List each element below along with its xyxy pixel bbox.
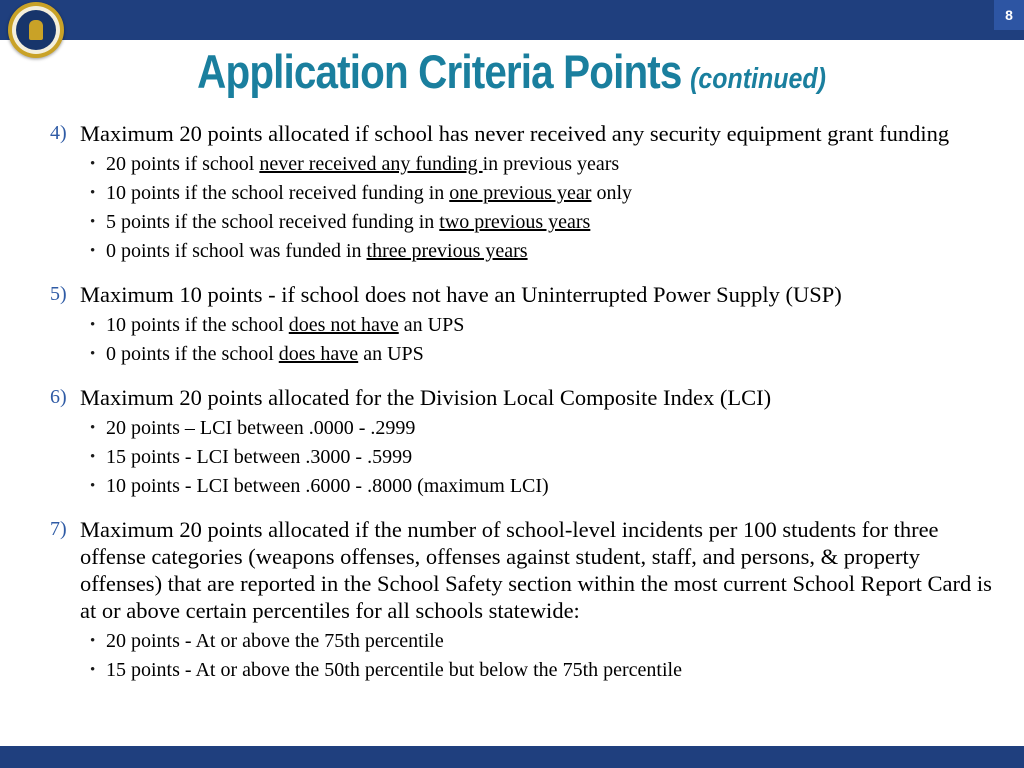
top-bar bbox=[0, 0, 1024, 40]
bullet-icon: • bbox=[90, 185, 96, 201]
bullet-text-underlined: three previous years bbox=[366, 240, 528, 262]
bullet-text bbox=[106, 340, 992, 369]
bullet-icon: • bbox=[90, 156, 96, 172]
item-heading: Maximum 10 points - if school does not have an Uninterrupted Power Supply (USP) bbox=[80, 282, 842, 307]
bullet-text-underlined: one previous year bbox=[449, 182, 592, 204]
seal-logo-ring bbox=[12, 6, 60, 54]
bullet-icon: • bbox=[90, 317, 96, 333]
bullet-text bbox=[106, 208, 992, 237]
item-heading: Maximum 20 points allocated for the Division Local Composite Index (LCI) bbox=[80, 385, 772, 410]
bullet-icon: • bbox=[90, 346, 96, 362]
bullet-item bbox=[80, 627, 992, 656]
seal-logo-field bbox=[16, 10, 56, 50]
bullet-text bbox=[106, 472, 992, 501]
slide-title-row bbox=[198, 44, 827, 99]
bullet-text-segment: in previous years bbox=[482, 153, 620, 175]
bullet-text-underlined: does have bbox=[278, 343, 359, 365]
bullet-item bbox=[80, 414, 992, 443]
bullet-text bbox=[106, 150, 992, 179]
slide-number: 8 bbox=[994, 0, 1024, 30]
bullet-icon: • bbox=[90, 478, 96, 494]
bullet-text-segment: 20 points – LCI between .0000 - .2999 bbox=[106, 417, 416, 439]
bullet-text-segment: 10 points if the school bbox=[106, 314, 289, 336]
item-number: 7) bbox=[50, 518, 67, 540]
bullet-item bbox=[80, 443, 992, 472]
bullet-item bbox=[80, 656, 992, 685]
bullet-text-segment: an UPS bbox=[358, 343, 424, 365]
bullet-text-segment: 5 points if the school received funding in bbox=[106, 211, 440, 233]
criteria-item bbox=[50, 516, 992, 685]
bullet-text-segment: 15 points - LCI between .3000 - .5999 bbox=[106, 446, 413, 468]
title-area bbox=[0, 44, 1024, 99]
slide-title: Application Criteria Points bbox=[197, 45, 682, 98]
seal-logo-crest bbox=[29, 20, 43, 40]
bullet-text-underlined: two previous years bbox=[439, 211, 591, 233]
bullet-icon: • bbox=[90, 214, 96, 230]
bullet-icon: • bbox=[90, 662, 96, 678]
bullet-text-segment: 15 points - At or above the 50th percentile but below the 75th percentile bbox=[106, 659, 682, 681]
bullet-text bbox=[106, 237, 992, 266]
criteria-item bbox=[50, 384, 992, 501]
bullet-text bbox=[106, 311, 992, 340]
bullet-text-underlined: does not have bbox=[288, 314, 399, 336]
bullet-icon: • bbox=[90, 420, 96, 436]
bullet-item bbox=[80, 179, 992, 208]
bullet-text-segment: 0 points if the school bbox=[106, 343, 279, 365]
bullet-icon: • bbox=[90, 633, 96, 649]
bullet-item bbox=[80, 208, 992, 237]
slide-title-suffix: (continued) bbox=[690, 63, 827, 95]
bullet-text-segment: 20 points if school bbox=[106, 153, 260, 175]
item-heading: Maximum 20 points allocated if the number of school-level incidents per 100 students for three offense categories (weapons offenses, offenses against student, staff, and persons, & property offenses) that are reported in the School Safety section within the most current School Report Card is at or above certain percentiles for all schools statewide: bbox=[80, 517, 992, 623]
bullet-text bbox=[106, 443, 992, 472]
bullet-item bbox=[80, 150, 992, 179]
criteria-item bbox=[50, 120, 992, 266]
bullet-text-segment: 10 points if the school received funding in bbox=[106, 182, 450, 204]
bottom-bar bbox=[0, 746, 1024, 768]
bullet-text-underlined: never received any funding bbox=[259, 153, 483, 175]
item-number: 4) bbox=[50, 122, 67, 144]
item-heading: Maximum 20 points allocated if school has never received any security equipment grant funding bbox=[80, 121, 950, 146]
bullet-item bbox=[80, 237, 992, 266]
bullet-text bbox=[106, 414, 992, 443]
bullet-text bbox=[106, 627, 992, 656]
bullet-text-segment: 0 points if school was funded in bbox=[106, 240, 367, 262]
item-number: 6) bbox=[50, 386, 67, 408]
bullet-text-segment: 10 points - LCI between .6000 - .8000 (maximum LCI) bbox=[106, 475, 549, 497]
bullet-text bbox=[106, 656, 992, 685]
bullet-icon: • bbox=[90, 243, 96, 259]
criteria-list bbox=[50, 120, 992, 700]
bullet-text-segment: an UPS bbox=[398, 314, 465, 336]
bullet-text-segment: 20 points - At or above the 75th percentile bbox=[106, 630, 444, 652]
bullet-item bbox=[80, 311, 992, 340]
bullet-item bbox=[80, 472, 992, 501]
bullet-icon: • bbox=[90, 449, 96, 465]
item-number: 5) bbox=[50, 283, 67, 305]
bullet-item bbox=[80, 340, 992, 369]
criteria-item bbox=[50, 281, 992, 369]
bullet-text-segment: only bbox=[591, 182, 632, 204]
seal-logo-icon bbox=[8, 2, 64, 58]
bullet-text bbox=[106, 179, 992, 208]
